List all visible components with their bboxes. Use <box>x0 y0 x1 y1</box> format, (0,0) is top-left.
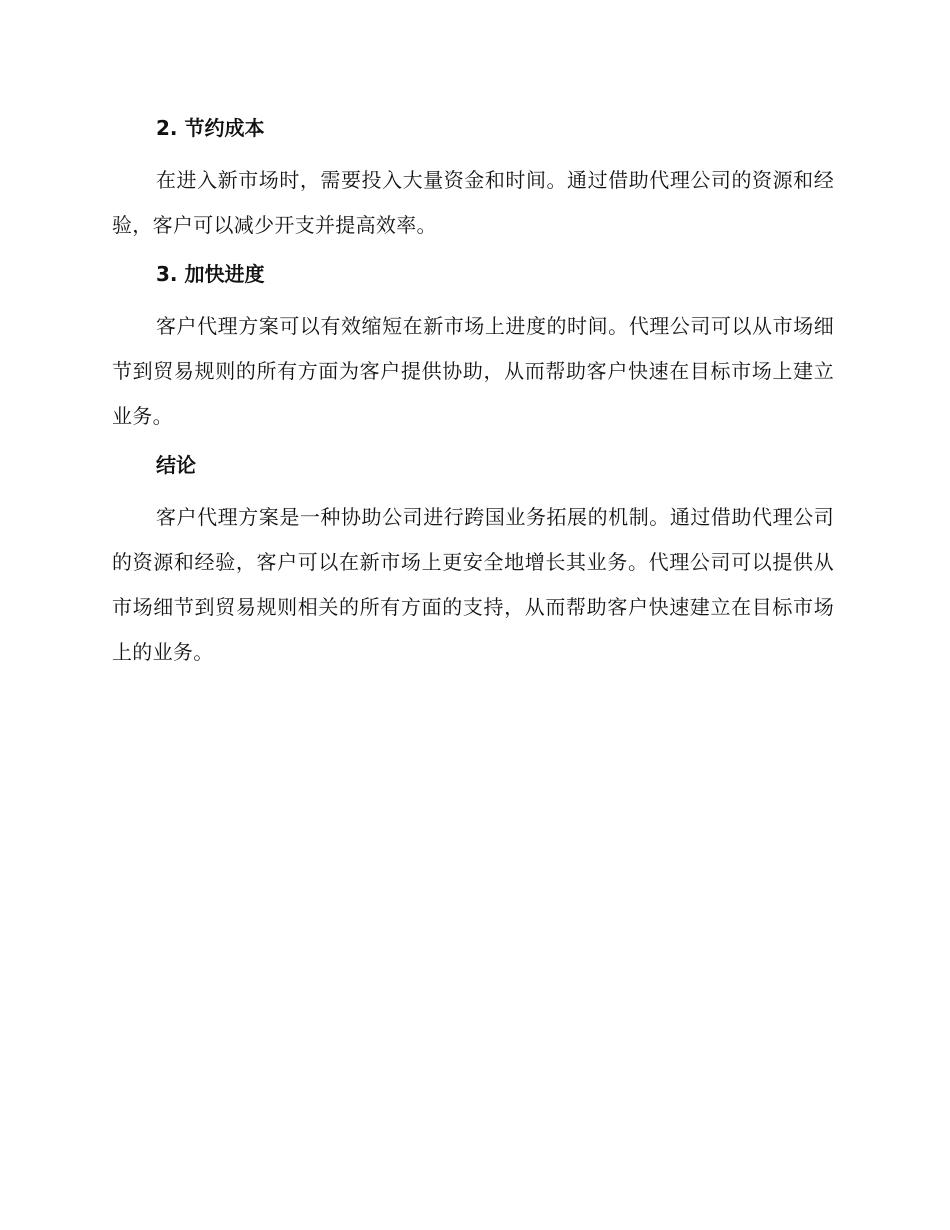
section-body-speed-up: 客户代理方案可以有效缩短在新市场上进度的时间。代理公司可以从市场细节到贸易规则的所有方面为客户提供协助，从而帮助客户快速在目标市场上建立业务。 <box>112 314 834 428</box>
section-heading-conclusion: 结论 <box>156 453 196 477</box>
document-content <box>112 112 834 685</box>
section-heading-cost-saving: 2. 节约成本 <box>156 116 265 140</box>
section-heading-speed-up: 3. 加快进度 <box>156 262 265 286</box>
section-body-cost-saving: 在进入新市场时，需要投入大量资金和时间。通过借助代理公司的资源和经验，客户可以减少开支并提高效率。 <box>112 168 834 237</box>
section-body-conclusion: 客户代理方案是一种协助公司进行跨国业务拓展的机制。通过借助代理公司的资源和经验，客户可以在新市场上更安全地增长其业务。代理公司可以提供从市场细节到贸易规则相关的所有方面的支持，从而帮助客户快速建立在目标市场上的业务。 <box>112 505 834 664</box>
